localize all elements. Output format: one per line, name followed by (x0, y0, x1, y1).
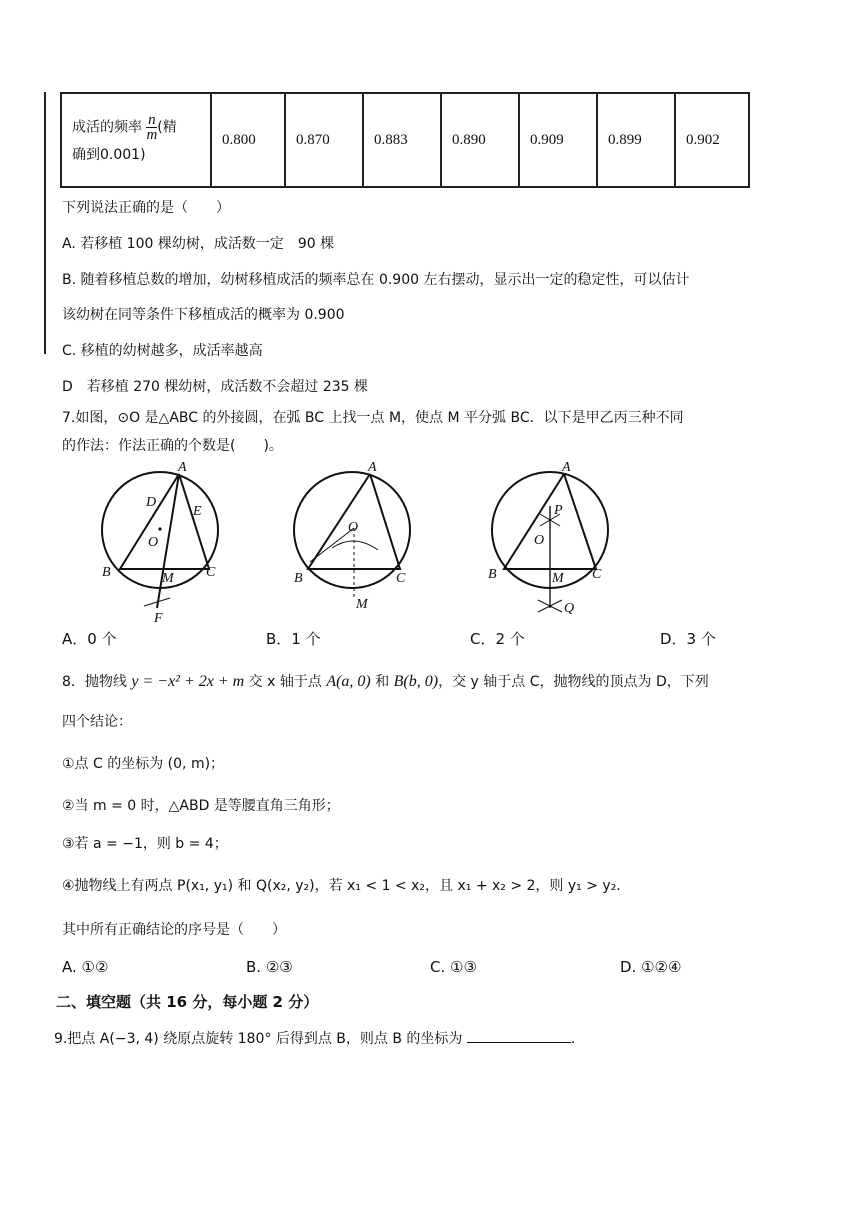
q8-prefix: 8．抛物线 (62, 674, 127, 690)
q8-mid: 交 x 轴于点 (248, 674, 322, 690)
table-cell: 0.909 (519, 93, 597, 187)
q8-conclusion-2: ②当 m = 0 时，△ABD 是等腰直角三角形； (62, 798, 340, 814)
q7-stem-line1: 7.如图，⊙O 是△ABC 的外接圆，在弧 BC 上找一点 M，使点 M 平分弧 BC．以下是甲乙丙三种不同 (62, 410, 684, 426)
header-text-2: (精 (157, 119, 177, 135)
header-text: 成活的频率 (72, 119, 142, 135)
label-b: B (488, 567, 497, 582)
q6-option-b-line2: 该幼树在同等条件下移植成活的概率为 0.900 (62, 307, 345, 323)
q8-option-c: C. ①③ (430, 958, 477, 976)
table-cell: 0.883 (363, 93, 441, 187)
label-o: O (534, 533, 545, 548)
q6-option-b-line1: B. 随着移植总数的增加，幼树移植成活的频率总在 0.900 左右摆动，显示出一定的稳定性，可以估计 (62, 272, 690, 288)
label-a: A (368, 460, 377, 475)
label-c: C (396, 571, 406, 586)
label-p: P (554, 503, 563, 518)
label-d: D (146, 495, 157, 510)
table-cell: 0.890 (441, 93, 519, 187)
table-row (61, 93, 749, 187)
label-a: A (178, 460, 187, 475)
q7-option-d: D．3 个 (660, 630, 716, 648)
q7-option-b: B．1 个 (266, 630, 321, 648)
label-c: C (592, 567, 602, 582)
q9-stem (54, 1028, 585, 1049)
label-m: M (552, 571, 564, 586)
label-o: O (148, 535, 159, 550)
label-m: M (356, 597, 368, 612)
q8-stem (62, 672, 709, 692)
q8-conclusion-3: ③若 a = −1，则 b = 4； (62, 836, 228, 852)
label-f: F (154, 611, 163, 626)
label-m: M (162, 571, 174, 586)
table-cell: 0.800 (211, 93, 285, 187)
q8-ask: 其中所有正确结论的序号是（ ） (62, 922, 286, 938)
q7-option-c: C．2 个 (470, 630, 525, 648)
table-cell: 0.870 (285, 93, 363, 187)
label-a: A (562, 460, 571, 475)
q9-end: ． (570, 1031, 585, 1047)
q8-suffix: ，交 y 轴于点 C，抛物线的顶点为 D，下列 (438, 674, 709, 690)
q8-option-a: A. ①② (62, 958, 109, 976)
q8-line2: 四个结论： (62, 714, 132, 730)
label-b: B (294, 571, 303, 586)
q6-prompt: 下列说法正确的是（ ） (62, 200, 230, 216)
frequency-table (60, 92, 750, 188)
fraction-n-over-m (146, 113, 157, 142)
table-cell: 0.902 (675, 93, 749, 187)
label-o: O (348, 520, 359, 535)
q7-figure-2 (290, 458, 420, 618)
q8-conclusion-4: ④抛物线上有两点 P(x₁, y₁) 和 Q(x₂, y₂)，若 x₁ < 1 < x₂，且 x₁ + x₂ > 2，则 y₁ > y₂． (62, 878, 631, 894)
q8-option-b: B. ②③ (246, 958, 293, 976)
q7-option-a: A．0 个 (62, 630, 117, 648)
q6-option-a: A. 若移植 100 棵幼树，成活数一定 90 棵 (62, 236, 335, 252)
table-cell: 0.899 (597, 93, 675, 187)
q6-option-c: C. 移植的幼树越多，成活率越高 (62, 343, 263, 359)
label-q: Q (564, 601, 575, 616)
answer-blank[interactable] (467, 1028, 571, 1043)
label-e: E (193, 504, 202, 519)
label-c: C (206, 565, 216, 580)
q8-and: 和 (375, 674, 390, 690)
q8-point-b: B(b, 0) (393, 673, 439, 690)
q6-option-d: D 若移植 270 棵幼树，成活数不会超过 235 棵 (62, 379, 369, 395)
header-text-3: 确到0.001) (72, 146, 146, 163)
margin-line (44, 92, 46, 354)
q7-figure-1 (96, 458, 246, 626)
table-header-cell (61, 93, 211, 187)
q8-option-d: D. ①②④ (620, 958, 682, 976)
q7-figure-3 (484, 458, 624, 622)
label-b: B (102, 565, 111, 580)
frac-numerator: n (148, 111, 156, 128)
q8-equation: y = −x² + 2x + m (131, 673, 245, 690)
q8-conclusion-1: ①点 C 的坐标为 (0, m)； (62, 756, 225, 772)
section-heading: 二、填空题（共 16 分，每小题 2 分） (56, 993, 319, 1011)
q9-text: 9.把点 A(−3, 4) 绕原点旋转 180° 后得到点 B，则点 B 的坐标为 (54, 1031, 463, 1047)
q8-point-a: A(a, 0) (326, 673, 371, 690)
q7-stem-line2: 的作法：作法正确的个数是( )。 (62, 438, 283, 454)
frac-denominator: m (146, 126, 158, 143)
